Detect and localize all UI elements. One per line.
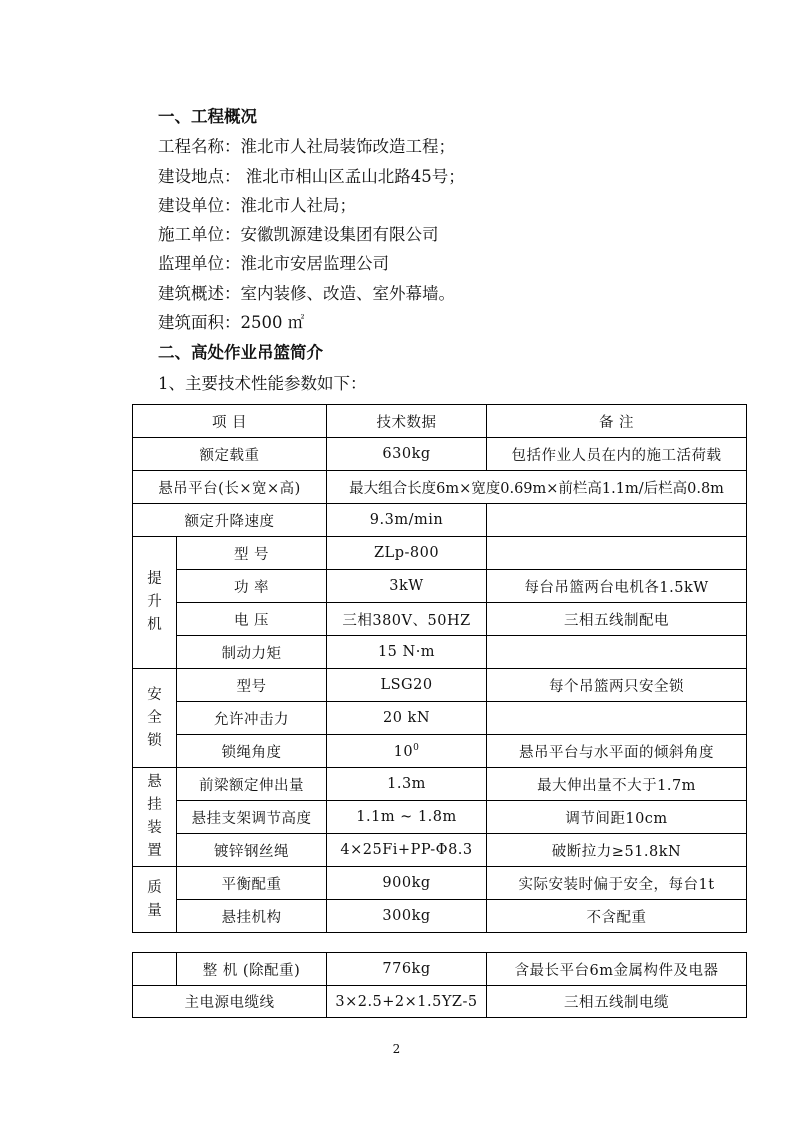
project-name-line: 工程名称：淮北市人社局装饰改造工程； <box>158 137 455 156</box>
table-row: 电 压 三相380V、50HZ 三相五线制配电 <box>133 603 747 636</box>
section2-title: 二、高处作业吊篮简介 <box>158 343 323 362</box>
table-row: 额定载重 630kg 包括作业人员在内的施工活荷载 <box>133 438 747 471</box>
site-location-line: 建设地点： 淮北市相山区孟山北路45号； <box>158 167 465 186</box>
group-suspension: 悬 挂 装 置 <box>133 768 177 867</box>
table-row: 安 全 锁 型号 LSG20 每个吊篮两只安全锁 <box>133 669 747 702</box>
table-row: 制动力矩 15 N·m <box>133 636 747 669</box>
lock-angle-cell: $10^0$ <box>327 735 487 768</box>
table-row: 锁绳角度 $10^0$ 悬吊平台与水平面的倾斜角度 <box>133 735 747 768</box>
table-row: 悬挂机构 300kg 不含配重 <box>133 900 747 933</box>
group-safety-lock: 安 全 锁 <box>133 669 177 768</box>
header-item: 项 目 <box>133 405 327 438</box>
section1-title: 一、工程概况 <box>158 107 257 126</box>
table-row: 功 率 3kW 每台吊篮两台电机各1.5kW <box>133 570 747 603</box>
header-remark: 备 注 <box>487 405 747 438</box>
table-row: 提 升 机 型 号 ZLp-800 <box>133 537 747 570</box>
machine-table <box>132 952 747 1018</box>
table-row: 质 量 平衡配重 900kg 实际安装时偏于安全，每台1t <box>133 867 747 900</box>
table-row: 主电源电缆线 3×2.5+2×1.5YZ-5 三相五线制电缆 <box>133 986 747 1018</box>
page-number: 2 <box>392 1042 401 1056</box>
table-row: 允许冲击力 20 kN <box>133 702 747 735</box>
table-row: 额定升降速度 9.3m/min <box>133 504 747 537</box>
table-row: 整 机 (除配重) 776kg 含最长平台6m金属构件及电器 <box>133 953 747 986</box>
contractor-line: 施工单位：安徽凯源建设集团有限公司 <box>158 225 439 244</box>
header-data: 技术数据 <box>327 405 487 438</box>
table-row: 悬 挂 装 置 前梁额定伸出量 1.3m 最大伸出量不大于1.7m <box>133 768 747 801</box>
group-hoist: 提 升 机 <box>133 537 177 669</box>
building-area-line: 建筑面积：2500 ㎡ <box>158 313 305 332</box>
table-row: 悬挂支架调节高度 1.1m ~ 1.8m 调节间距10cm <box>133 801 747 834</box>
owner-line: 建设单位：淮北市人社局； <box>158 196 356 215</box>
supervisor-line: 监理单位：淮北市安居监理公司 <box>158 254 389 273</box>
table-row: 悬吊平台(长×宽×高) 最大组合长度6m×宽度0.69m×前栏高1.1m/后栏高0.8m <box>133 471 747 504</box>
group-mass: 质 量 <box>133 867 177 933</box>
table-row: 镀锌钢丝绳 4×25Fi+PP-Φ8.3 破断拉力≥51.8kN <box>133 834 747 867</box>
parameters-table <box>132 404 747 933</box>
table-header-row <box>133 405 747 438</box>
building-overview-line: 建筑概述：室内装修、改造、室外幕墙。 <box>158 284 455 303</box>
section2-subtitle: 1、主要技术性能参数如下： <box>158 374 367 393</box>
